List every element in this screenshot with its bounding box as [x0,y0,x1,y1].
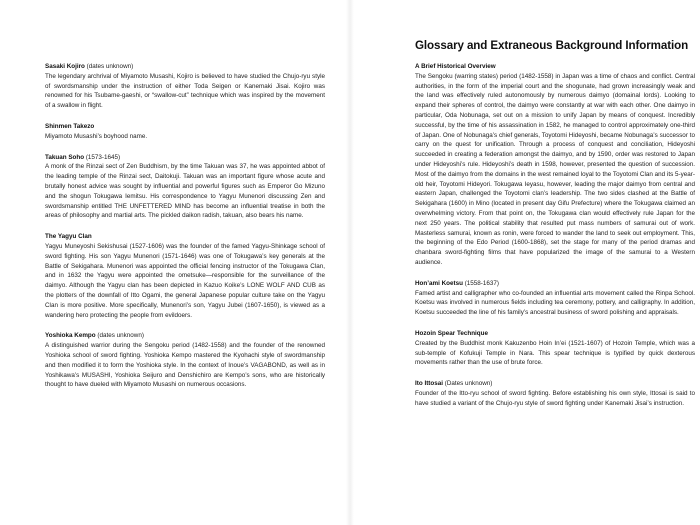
entry-text: A distinguished warrior during the Sengoku period (1482-1558) and the founder of the renowned Yoshioka school of sword fighting. Yoshioka Kempo mastered the Kyohachi style of swordmanship and then modified it to form the Yoshioka style. In the context of Inoue’s VAGABOND, as well as in Yoshikawa’s MUSASHI, Yoshioka Seijuro and Denshichiro are Kempo’s sons, who are historically thought to have dueled with Miyamoto Musashi on numerous occasions. [45,342,325,389]
entry-dates: (1573-1645) [85,153,121,161]
entry-heading [415,329,695,339]
entry-dates: (1558-1637) [464,279,499,287]
entry-text: Founder of the Itto-ryu school of sword fighting. Before establishing his own style, Ittosai is said to have studied a variant of the Chujo-ryu style of sword fighting under Kanemaki Jisai’s instruction. [415,389,695,407]
entry-name: Hon’ami Koetsu [415,279,463,287]
entry-heading [415,62,695,72]
glossary-entry [45,331,325,390]
entry-name: Yoshioka Kempo [45,332,96,340]
right-column [415,62,695,420]
entry-heading [415,279,695,289]
entry-heading [45,62,325,72]
entry-heading [45,331,325,341]
entry-text: The Sengoku (warring states) period (1482-1558) in Japan was a time of chaos and conflict. Central authorities, in the form of the imperial court and the shogunate, had grown increasingly weak and the land was effectively ruled autonomously by numerous daimyo (domainal lords). Looking to expand their spheres of control, the daimyo were constantly at war with each other. One daimyo in particular, Oda Nobunaga, set out on a mission to unify Japan by means of conquest. Incredibly successful, by the time of his assassination in 1582, he managed to control approximately one-third of Japan. One of Nobunaga’s chief generals, Toyotomi Hideyoshi, became Nobunaga’s successor to carry on the quest for unification. Through a process of conquest and conciliation, Hideyoshi succeeded in creating a federation amongst the daimyo, and by 1590, order was restored to Japan under Hideyoshi’s rule. Hideyoshi’s death in 1598, however, presented the question of succession. Most of the daimyo from the domains in the west remained loyal to the Toyotomi Clan and its 5-year-old heir, Toyotomi Hideyori. Tokugawa Ieyasu, however, leading the major daimyo from central and eastern Japan, challenged the Toyotomi clan’s leadership. The two sides clashed at the Battle of Sekigahara (1600) in Mino (located in present day Gifu Prefecture) where the Tokugawa claimed an overwhelming victory. From that point on, the Tokugawa clan would effectively rule Japan for the next 250 years. The political stability that resulted put mass numbers of samurai out of work. Masterless samurai, known as ronin, were forced to wander the land to seek out employment. This, the beginning of the Edo Period (1600-1868), set the stage for many of the period dramas and chanbara sword-fighting films that have popularized the image of the samurai to a Western audience. [415,72,695,266]
entry-name: Sasaki Kojiro [45,63,85,70]
entry-text: Famed artist and calligrapher who co-founded an influential arts movement called the Rinpa School. Koetsu was involved in numerous fields including tea ceremony, pottery, and calligraphy. In addition, Koetsu succeeded the line of his family’s ancestral business of sword polishing and appraisals. [415,289,695,317]
entry-dates: (dates unknown) [86,63,134,70]
left-column [45,62,325,401]
glossary-entry [415,329,695,368]
glossary-entry [415,62,695,268]
entry-name: A Brief Historical Overview [415,63,496,70]
glossary-entry [415,279,695,318]
entry-text: The legendary archrival of Miyamoto Musashi, Kojiro is believed to have studied the Chujo-ryu style of swordsmanship under the instruction of either Toda Seigen or Kanemaki Jisai. Kojiro was renowned for his Tsubame-gaeshi, or “swallow-cut” technique which was inspired by the movement of a swallow in flight. [45,72,325,110]
entry-heading [45,232,325,242]
entry-text: Created by the Buddhist monk Kakuzenbo Hoin In’ei (1521-1607) of Hozoin Temple, which was a sub-temple of Kofukuji Temple in Nara. This spear technique is typified by quick dexterous movements rather than the use of brute force. [415,339,695,367]
entry-name: Shinmen Takezo [45,122,95,130]
right-page [350,0,700,525]
entry-name: The Yagyu Clan [45,233,92,241]
entry-dates: (dates unknown) [97,332,144,340]
entry-name: Takuan Soho [45,153,85,161]
glossary-entry [45,122,325,142]
glossary-entry [45,153,325,222]
entry-heading [45,153,325,163]
entry-text: Yagyu Muneyoshi Sekishusai (1527-1606) was the founder of the famed Yagyu-Shinkage school of sword fighting. His son Yagyu Munenori (1571-1646) was one of Tokugawa’s key generals at the Battle of Sekigahara. Munenori was appointed the official fencing instructor of the Tokugawa Clan, and in 1632 the Yagyu were appointed the ometsuke—responsible for the surveillance of the daimyo. Although the Yagyu clan has been depicted in Kazuo Koike’s LONE WOLF AND CUB as the plotters of the downfall of Itto Ogami, the general Japanese popular culture take on the Yagyu Clan is more positive. More specifically, Munenori’s son, Yagyu Jubei (1607-1650), is viewed as a wandering hero protecting the people from evildoers. [45,242,325,319]
glossary-entry [415,379,695,408]
entry-heading [415,379,695,389]
glossary-entry [45,62,325,111]
entry-heading [45,122,325,132]
entry-name: Hozoin Spear Technique [415,329,489,337]
entry-dates: (Dates unknown) [444,380,493,388]
page-title: Glossary and Extraneous Background Information [415,39,689,52]
entry-text: Miyamoto Musashi’s boyhood name. [45,132,148,140]
entry-name: Ito Ittosai [415,380,443,388]
entry-text: A monk of the Rinzai sect of Zen Buddhism, by the time Takuan was 37, he was appointed abbot of the leading temple of the Rinzai sect, Daitokuji. Takuan was an important figure whose acute and brutally honest advice was sought by influential and powerful figures such as Emperor Go Mizuno and the shogun Tokugawa Iemitsu. His correspondence to Yagyu Munenori discussing Zen and swordsmanship entitled THE UNFETTERED MIND has become an influential treatise in both the areas of philosophy and martial arts. The pickled daikon radish, takuan, also bears his name. [45,163,325,220]
glossary-entry [45,232,325,320]
